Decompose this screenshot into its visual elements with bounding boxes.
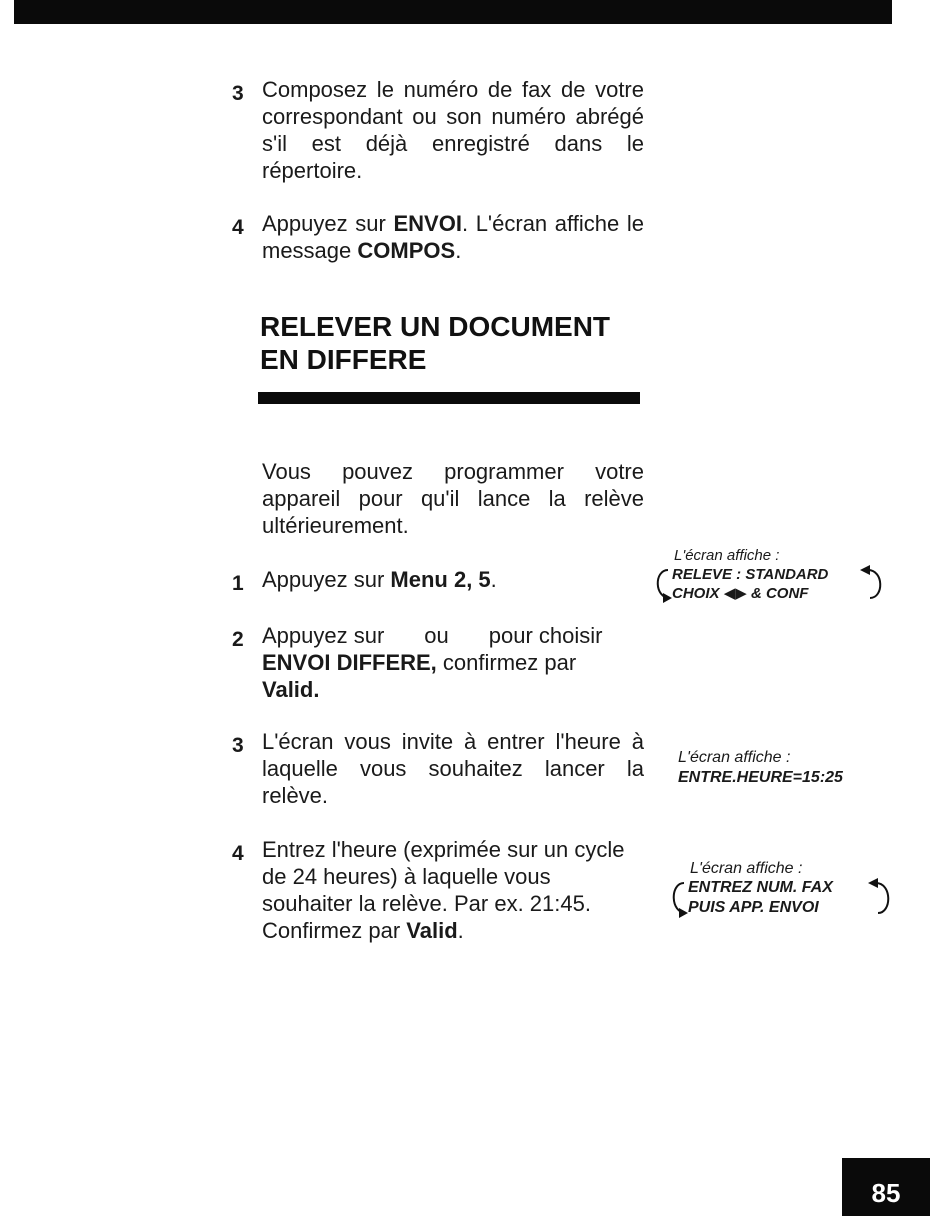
step-4-top [232, 210, 644, 264]
lcd-panel-heure [678, 748, 843, 788]
step-number: 2 [232, 628, 244, 651]
step-text: Composez le numéro de fax de votre correspondant ou son numéro abrégé s'il est déjà enregistré dans le répertoire. [262, 77, 644, 183]
step-number: 4 [232, 842, 244, 865]
compos-message: COMPOS [357, 238, 456, 263]
lcd-caption: L'écran affiche : [678, 749, 791, 766]
scroll-arrows-icon [648, 565, 888, 605]
left-arrow-icon: ◀ [723, 585, 736, 602]
lcd-line-1: ENTRE.HEURE=15:25 [678, 769, 843, 786]
lcd-panel-releve [648, 547, 846, 603]
step-text: Appuyez sur Menu 2, 5. [262, 567, 497, 592]
step-text: Entrez l'heure (exprimée sur un cycle de 24 heures) à laquelle vous souhaiter la relève. Par ex. 21:45. Confirmez par Valid. [262, 837, 625, 943]
lcd-panel-num-fax [664, 860, 851, 918]
valid-key: Valid. [262, 677, 320, 702]
lcd-display [664, 878, 851, 918]
step-1 [232, 566, 644, 593]
valid-key: Valid [406, 918, 458, 943]
step-2 [232, 622, 644, 703]
menu-key: Menu 2, 5 [390, 567, 491, 592]
step-number: 3 [232, 734, 244, 757]
right-arrow-icon: ▶ [735, 585, 747, 602]
step-number: 4 [232, 216, 244, 239]
step-number: 3 [232, 82, 244, 105]
lcd-line-1: ENTREZ NUM. FAX [688, 879, 833, 896]
step-number: 1 [232, 572, 244, 595]
envoi-key: ENVOI [393, 211, 462, 236]
heading-rule [258, 392, 640, 404]
scroll-arrows-icon [664, 878, 894, 920]
section-heading: RELEVER UN DOCUMENT EN DIFFERE [260, 311, 611, 375]
step-text: Appuyez sur ou pour choisir ENVOI DIFFERE, confirmez par Valid. [262, 623, 603, 702]
top-bar [14, 0, 892, 24]
step-3-top [232, 76, 644, 184]
lcd-display [648, 565, 846, 603]
lcd-caption: L'écran affiche : [690, 860, 803, 877]
lcd-line-1: RELEVE : STANDARD [672, 566, 829, 583]
lcd-caption: L'écran affiche : [674, 547, 780, 564]
step-text: L'écran vous invite à entrer l'heure à laquelle vous souhaitez lancer la relève. [262, 729, 644, 808]
envoi-differe-option: ENVOI DIFFERE, [262, 650, 437, 675]
step-4 [232, 836, 644, 944]
page-number: 85 [842, 1158, 930, 1216]
lcd-line-2: CHOIX ◀▶ & CONF [672, 585, 809, 602]
step-text: Appuyez sur ENVOI. L'écran affiche le message COMPOS. [262, 211, 644, 263]
intro-paragraph: Vous pouvez programmer votre appareil pour qu'il lance la relève ultérieurement. [262, 459, 644, 538]
step-3 [232, 728, 644, 809]
lcd-line-2: PUIS APP. ENVOI [688, 899, 819, 916]
